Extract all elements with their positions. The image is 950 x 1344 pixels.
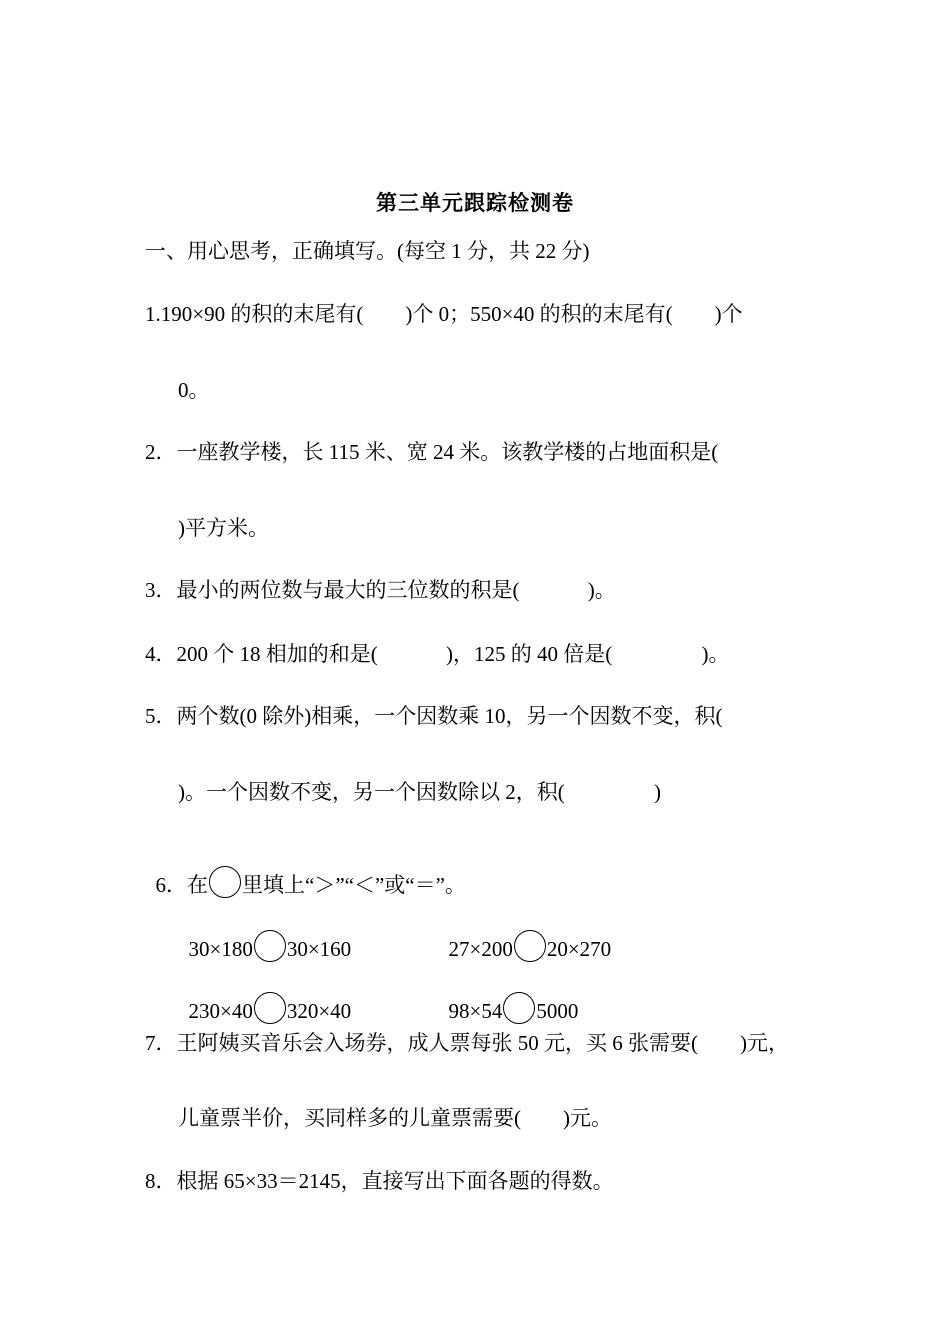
- question-8: 8．根据 65×33＝2145，直接写出下面各题的得数。: [145, 1169, 614, 1193]
- compare-item-3: [178, 966, 351, 1024]
- question-6-prefix: 6．在: [155, 873, 208, 897]
- compare-right: 20×270: [546, 937, 612, 961]
- question-2-line-1: 2．一座教学楼，长 115 米、宽 24 米。该教学楼的占地面积是(: [145, 440, 719, 464]
- compare-left: 30×180: [188, 937, 253, 961]
- section-heading: 一、用心思考，正确填写。(每空 1 分，共 22 分): [145, 239, 590, 263]
- question-6-suffix: 里填上“＞”“＜”或“＝”。: [242, 873, 466, 897]
- question-4: 4．200 个 18 相加的和是( )，125 的 40 倍是( )。: [145, 642, 730, 666]
- compare-left: 98×54: [448, 999, 503, 1023]
- compare-right: 320×40: [286, 999, 352, 1023]
- compare-circle-icon[interactable]: [514, 930, 546, 962]
- compare-item-1: [178, 904, 351, 962]
- answer-circle-icon: [209, 866, 241, 898]
- question-7-line-1: 7．王阿姨买音乐会入场券，成人票每张 50 元，买 6 张需要( )元，: [145, 1031, 789, 1055]
- compare-item-4: [438, 966, 578, 1024]
- question-5-line-1: 5．两个数(0 除外)相乘，一个因数乘 10，另一个因数不变，积(: [145, 704, 723, 728]
- question-7-line-2: 儿童票半价，买同样多的儿童票需要( )元。: [178, 1106, 612, 1130]
- question-3: 3．最小的两位数与最大的三位数的积是( )。: [145, 578, 616, 602]
- question-1-line-1: 1.190×90 的积的末尾有( )个 0；550×40 的积的末尾有( )个: [145, 302, 743, 326]
- question-2-line-2: )平方米。: [178, 516, 269, 540]
- compare-left: 27×200: [448, 937, 513, 961]
- compare-left: 230×40: [188, 999, 253, 1023]
- compare-right: 5000: [536, 999, 579, 1023]
- compare-circle-icon[interactable]: [254, 992, 286, 1024]
- question-5-line-2: )。一个因数不变，另一个因数除以 2，积( ): [178, 780, 661, 804]
- compare-circle-icon[interactable]: [503, 992, 535, 1024]
- compare-right: 30×160: [286, 937, 352, 961]
- question-1-line-2: 0。: [178, 378, 210, 402]
- compare-circle-icon[interactable]: [254, 930, 286, 962]
- question-6: [145, 840, 466, 898]
- compare-item-2: [438, 904, 611, 962]
- page-title: 第三单元跟踪检测卷: [376, 191, 574, 215]
